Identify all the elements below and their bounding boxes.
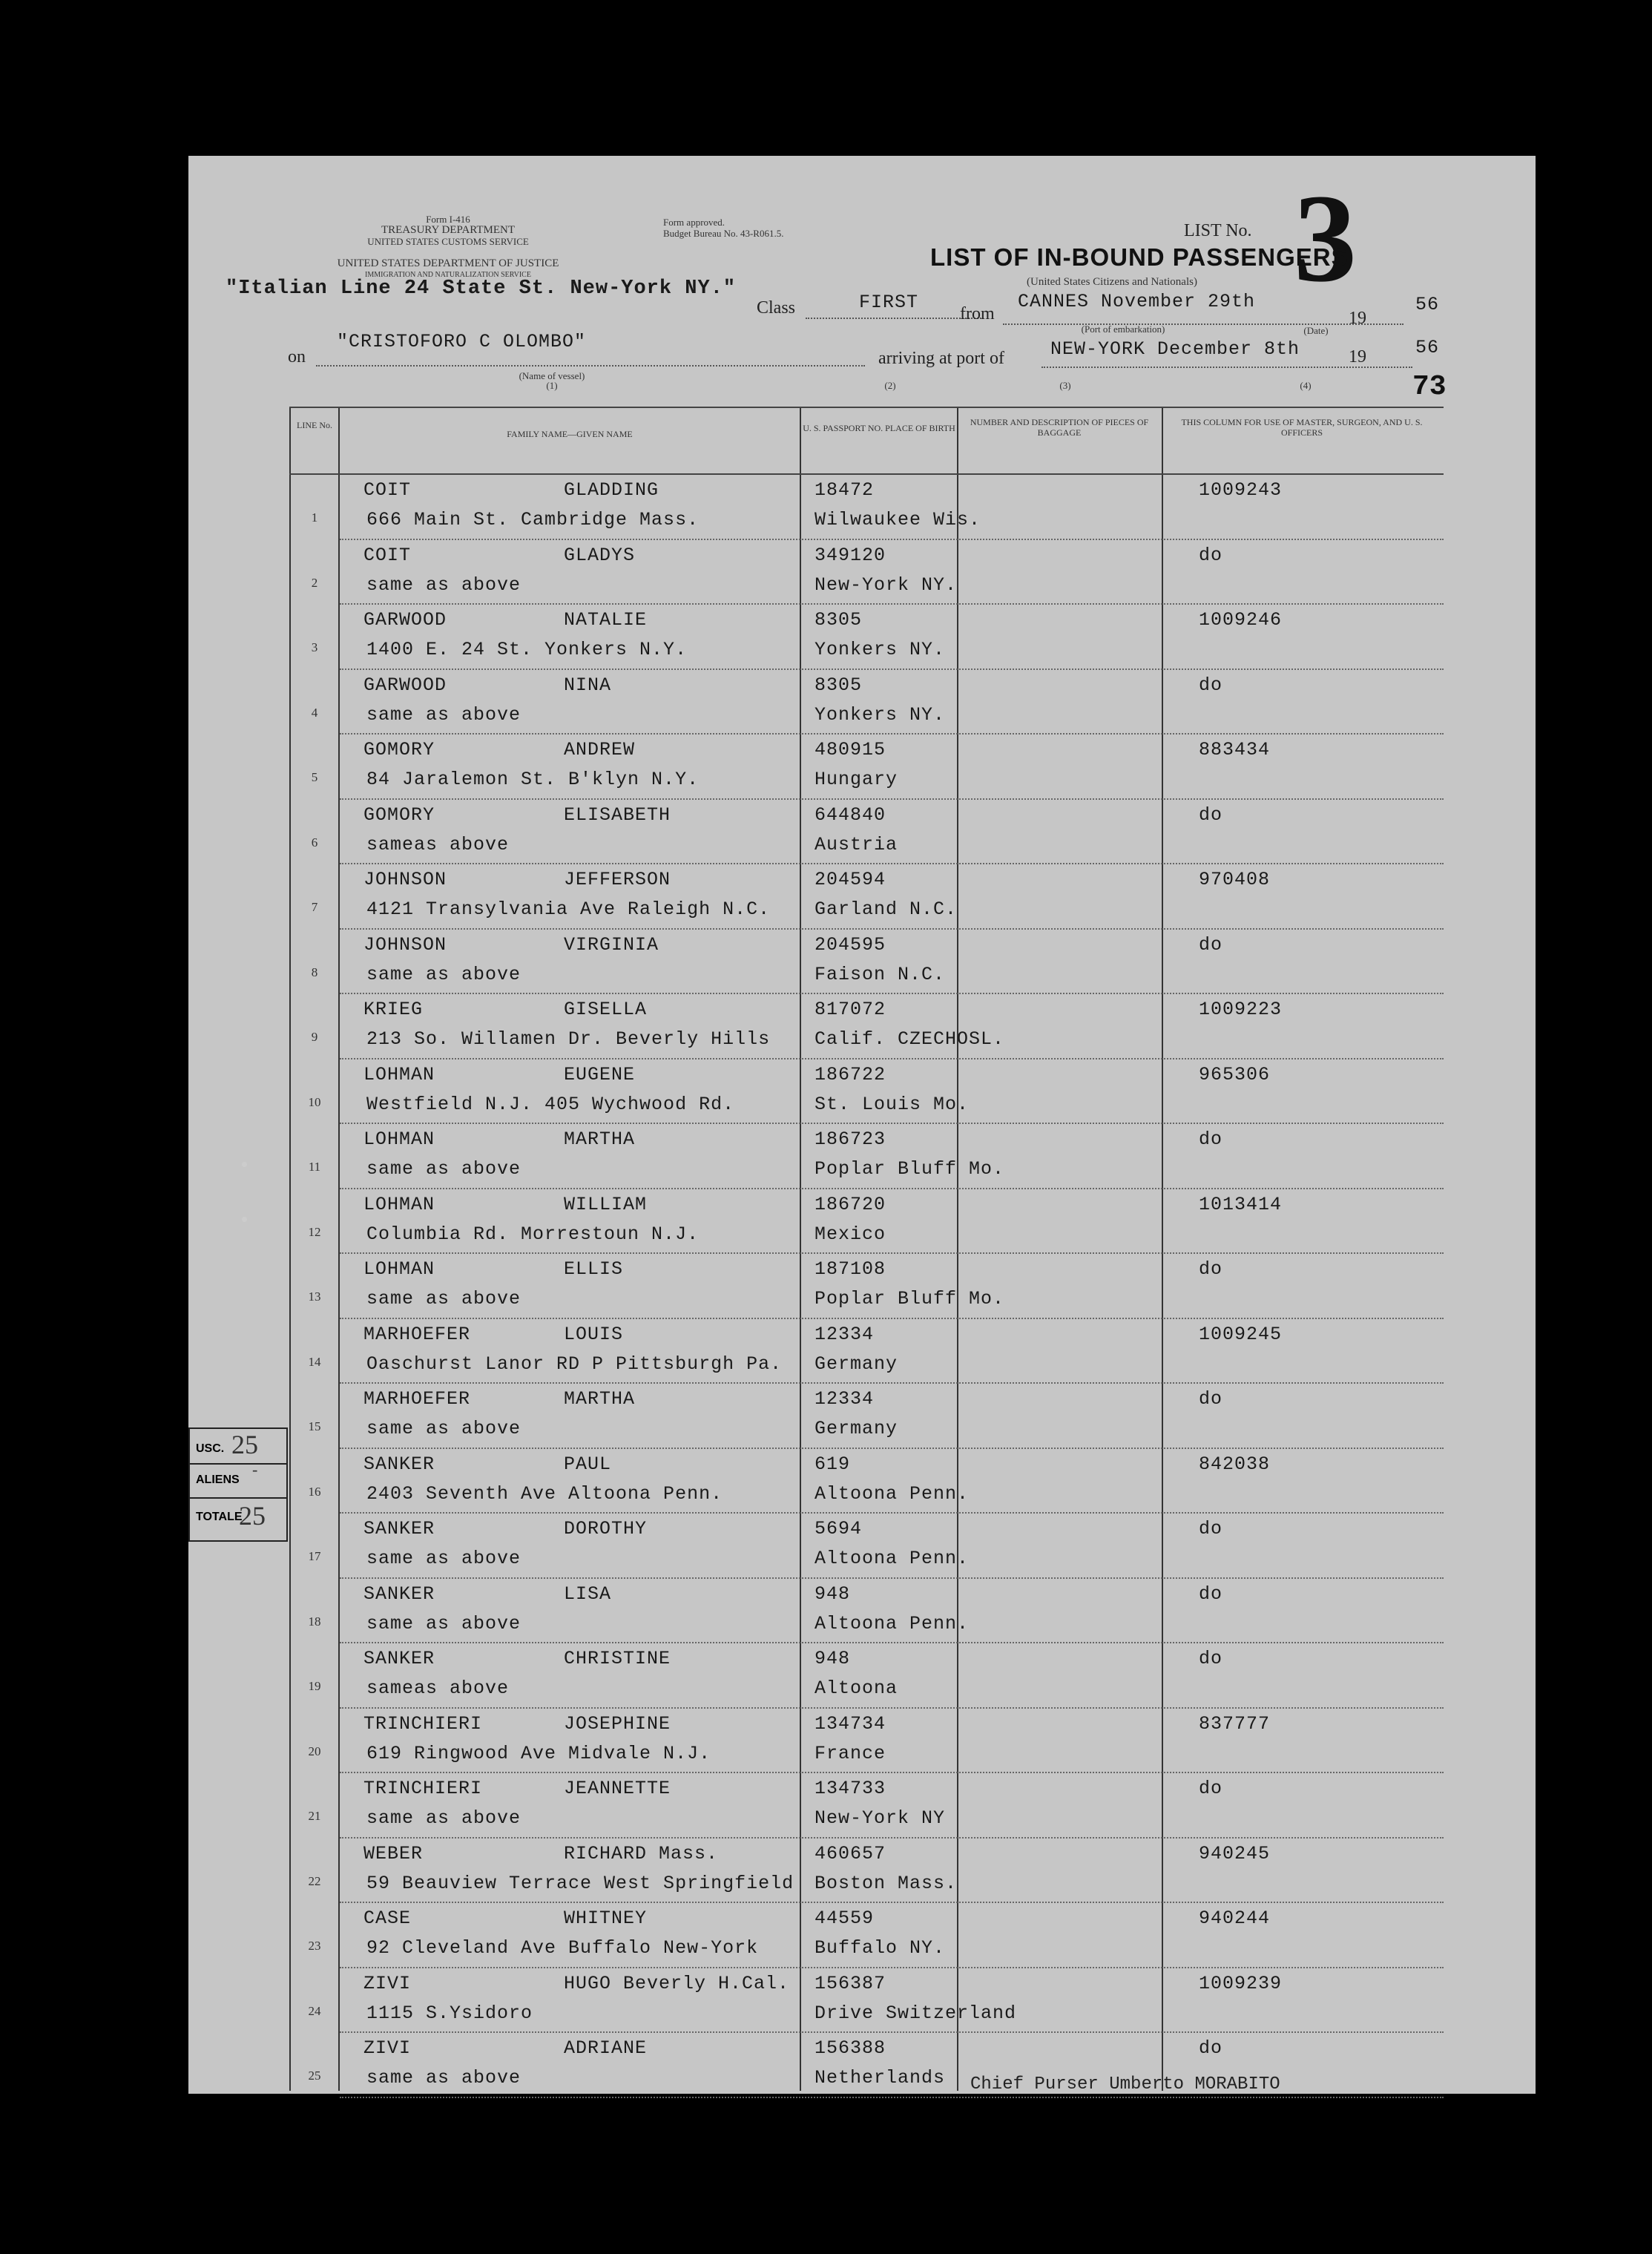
address: same as above [366,1807,521,1829]
form-id-block [337,214,559,247]
place-of-birth: France [815,1742,886,1764]
family-name: ZIVI [363,2037,412,2059]
family-name: SANKER [363,1583,435,1605]
passport-number: 44559 [815,1908,875,1929]
place-of-birth: Yonkers NY. [815,639,946,660]
address: Columbia Rd. Morrestoun N.J. [366,1223,700,1245]
year-1: 56 [1415,294,1440,315]
passport-number: 349120 [815,544,886,566]
family-name: JOHNSON [363,933,447,956]
address: 59 Beauview Terrace West Springfield [366,1872,794,1894]
place-of-birth: Poplar Bluff Mo. [815,1288,1005,1310]
place-of-birth: Yonkers NY. [815,703,946,726]
page-number: 73 [1412,371,1447,403]
family-name: SANKER [363,1518,435,1540]
shipping-line: "Italian Line 24 State St. New-York NY." [226,277,737,300]
family-name: COIT [363,479,412,501]
officer-note: do [1199,1648,1223,1669]
given-name: GLADYS [564,544,636,566]
doj-line: UNITED STATES DEPARTMENT OF JUSTICE [337,257,559,269]
line-number: 11 [308,1160,321,1174]
line-number: 19 [308,1679,321,1693]
place-of-birth: Altoona Penn. [815,1482,970,1505]
line-number: 23 [308,1939,321,1953]
ins-line: IMMIGRATION AND NATURALIZATION SERVICE [365,271,531,279]
line-number: 9 [311,1030,318,1044]
address: 213 So. Willamen Dr. Beverly Hills [366,1028,771,1050]
tally-box [188,1427,288,1542]
officer-note: do [1199,1778,1223,1799]
line-number: 14 [308,1354,321,1369]
given-name: ADRIANE [564,2037,648,2059]
family-name: TRINCHIERI [363,1712,483,1735]
family-name: CASE [363,1908,412,1929]
officer-note: 1009239 [1199,1972,1283,1994]
place-of-birth: Altoona [815,1678,898,1699]
given-name: LOUIS [564,1323,624,1345]
page-title: LIST OF IN-BOUND PASSENGERS [930,243,1349,271]
form-number: Form I-416 [426,214,470,225]
budget-bureau: Budget Bureau No. 43-R061.5. [663,228,784,239]
line-number: 2 [311,575,318,590]
given-name: ELISABETH [564,804,671,826]
line-number: 5 [311,770,318,784]
family-name: GOMORY [363,804,435,826]
vessel-name: "CRISTOFORO C OLOMBO" [337,331,587,352]
address: Oaschurst Lanor RD P Pittsburgh Pa. [366,1353,783,1375]
place-of-birth: Faison N.C. [815,963,946,985]
officer-note: 1013414 [1199,1193,1283,1215]
passport-number: 12334 [815,1323,875,1345]
passport-number: 8305 [815,674,863,696]
list-number: 3 [1294,168,1357,308]
passport-number: 134734 [815,1712,886,1735]
officer-note: do [1199,2037,1223,2059]
line-number: 7 [311,900,318,914]
officer-note: do [1199,804,1223,826]
address: same as above [366,574,521,596]
officer-note: 1009246 [1199,609,1283,631]
officer-note: do [1199,1388,1223,1410]
officer-note: do [1199,1518,1223,1540]
place-of-birth: Austria [815,833,898,855]
address: sameas above [366,833,510,855]
port-embark-caption: (Port of embarkation) [1081,323,1165,335]
address: 619 Ringwood Ave Midvale N.J. [366,1742,711,1764]
passport-number: 948 [815,1583,851,1605]
family-name: COIT [363,544,412,566]
officer-note: 1009243 [1199,479,1283,501]
family-name: LOHMAN [363,1128,435,1150]
given-name: ELLIS [564,1258,624,1280]
address: same as above [366,703,521,726]
family-name: MARHOEFER [363,1323,471,1345]
year-prefix-2: 19 [1349,347,1366,367]
officer-note: do [1199,933,1223,956]
passport-number: 619 [815,1453,851,1475]
caption-4: (4) [1300,380,1312,391]
place-of-birth: New-York NY [815,1807,946,1829]
line-number: 24 [308,2003,321,2018]
given-name: RICHARD Mass. [564,1842,719,1864]
place-of-birth: Poplar Bluff Mo. [815,1158,1005,1180]
line-number: 6 [311,835,318,850]
line-number: 21 [308,1809,321,1823]
line-number: 10 [308,1094,321,1109]
given-name: EUGENE [564,1063,636,1085]
totale-value: 25 [239,1501,266,1531]
address: 666 Main St. Cambridge Mass. [366,509,700,530]
given-name: MARTHA [564,1388,636,1410]
given-name: ANDREW [564,739,636,760]
line-number: 20 [308,1744,321,1758]
date-caption: (Date) [1303,325,1329,336]
officer-note: 940245 [1199,1842,1271,1864]
given-name: JEANNETTE [564,1778,671,1799]
family-name: GARWOOD [363,674,447,696]
aliens-label: ALIENS [196,1473,240,1486]
customs-service: UNITED STATES CUSTOMS SERVICE [367,236,529,247]
address: same as above [366,963,521,985]
class-value: FIRST [859,292,919,313]
officer-note: do [1199,1583,1223,1605]
given-name: CHRISTINE [564,1648,671,1669]
place-of-birth: Altoona Penn. [815,1548,970,1569]
family-name: SANKER [363,1453,435,1475]
family-name: MARHOEFER [363,1388,471,1410]
place-of-birth: St. Louis Mo. [815,1093,970,1115]
totale-label: TOTALE [196,1511,243,1523]
address: 1115 S.Ysidoro [366,2002,533,2024]
officer-note: 1009223 [1199,999,1283,1020]
family-name: SANKER [363,1648,435,1669]
usc-value: 25 [231,1430,258,1459]
family-name: LOHMAN [363,1193,435,1215]
given-name: PAUL [564,1453,612,1475]
address: 84 Jaralemon St. B'klyn N.Y. [366,769,700,790]
aliens-value: - [252,1460,258,1479]
line-number: 17 [308,1549,321,1563]
given-name: NATALIE [564,609,648,631]
passport-number: 156387 [815,1972,886,1994]
given-name: WHITNEY [564,1908,648,1929]
place-of-birth: New-York NY. [815,574,958,596]
passport-number: 817072 [815,999,886,1020]
col-baggage: NUMBER AND DESCRIPTION OF PIECES OF BAGGAGE [970,417,1149,438]
from-label: from [960,304,995,323]
family-name: JOHNSON [363,869,447,890]
line-number: 1 [311,510,318,525]
given-name: GLADDING [564,479,659,501]
passport-number: 186720 [815,1193,886,1215]
place-of-birth: Garland N.C. [815,898,958,920]
given-name: JOSEPHINE [564,1712,671,1735]
vessel-caption [500,371,604,390]
place-of-birth: Netherlands [815,2067,946,2089]
line-number: 25 [308,2069,321,2083]
treasury-department: TREASURY DEPARTMENT [381,224,516,236]
caption-3: (3) [1059,380,1071,391]
address: same as above [366,1288,521,1310]
list-no-label: LIST No. [1184,221,1252,240]
passport-number: 5694 [815,1518,863,1540]
place-of-birth: Germany [815,1353,898,1375]
given-name: DOROTHY [564,1518,648,1540]
line-number: 8 [311,965,318,979]
place-of-birth: Drive Switzerland [815,2002,1017,2024]
given-name: HUGO Beverly H.Cal. [564,1972,790,1994]
address: 2403 Seventh Ave Altoona Penn. [366,1482,723,1505]
given-name: NINA [564,674,612,696]
address: same as above [366,1158,521,1180]
caption-2: (2) [884,380,896,391]
address: 4121 Transylvania Ave Raleigh N.C. [366,898,771,920]
officer-note: 940244 [1199,1908,1271,1929]
officer-note: 1009245 [1199,1323,1283,1345]
line-number: 4 [311,705,318,720]
approval-block [663,217,783,239]
passport-number: 12334 [815,1388,875,1410]
address: same as above [366,1548,521,1569]
place-of-birth: Germany [815,1418,898,1439]
officer-note: do [1199,544,1223,566]
place-of-birth: Hungary [815,769,898,790]
passport-number: 460657 [815,1842,886,1864]
officer-note: do [1199,674,1223,696]
address: same as above [366,2067,521,2089]
passport-number: 18472 [815,479,875,501]
address: same as above [366,1418,521,1439]
passport-number: 644840 [815,804,886,826]
col-name: FAMILY NAME—GIVEN NAME [507,429,633,439]
officer-note: 842038 [1199,1453,1271,1475]
family-name: LOHMAN [363,1063,435,1085]
officer-note: do [1199,1258,1223,1280]
page-subtitle: (United States Citizens and Nationals) [1027,276,1197,288]
col-passport: U. S. PASSPORT NO. PLACE OF BIRTH [803,423,955,433]
place-of-birth: Mexico [815,1223,886,1245]
line-number: 15 [308,1419,321,1433]
officer-note: 883434 [1199,739,1271,760]
line-number: 3 [311,640,318,654]
vessel-caption-text: (Name of vessel) [519,370,585,381]
col-line-no: LINE No. [297,420,332,430]
given-name: MARTHA [564,1128,636,1150]
passport-number: 948 [815,1648,851,1669]
purser-signature: Chief Purser Umberto MORABITO [970,2074,1280,2094]
arriving-label: arriving at port of [878,349,1004,368]
officer-note: 965306 [1199,1063,1271,1085]
punch-hole [242,1217,247,1222]
family-name: GARWOOD [363,609,447,631]
address: 92 Cleveland Ave Buffalo New-York [366,1937,759,1959]
officer-note: 837777 [1199,1712,1271,1735]
passport-number: 480915 [815,739,886,760]
caption-1: (1) [546,380,558,391]
place-of-birth: Calif. CZECHOSL. [815,1028,1005,1050]
family-name: KRIEG [363,999,424,1020]
family-name: ZIVI [363,1972,412,1994]
family-name: LOHMAN [363,1258,435,1280]
line-number: 13 [308,1289,321,1304]
given-name: JEFFERSON [564,869,671,890]
class-label: Class [757,298,796,318]
year-2: 56 [1415,337,1440,358]
given-name: LISA [564,1583,612,1605]
family-name: WEBER [363,1842,424,1864]
passenger-table [289,407,1444,2091]
col-officers: THIS COLUMN FOR USE OF MASTER, SURGEON, AND U. S. OFFICERS [1181,417,1423,438]
family-name: TRINCHIERI [363,1778,483,1799]
from-value: CANNES November 29th [1018,291,1256,312]
passport-number: 186723 [815,1128,886,1150]
family-name: GOMORY [363,739,435,760]
passport-number: 156388 [815,2037,886,2059]
passport-number: 204594 [815,869,886,890]
officer-note: 970408 [1199,869,1271,890]
given-name: WILLIAM [564,1193,648,1215]
given-name: VIRGINIA [564,933,659,956]
line-number: 22 [308,1873,321,1888]
on-label: on [288,347,306,367]
place-of-birth: Wilwaukee Wis. [815,509,981,530]
passport-number: 8305 [815,609,863,631]
passport-number: 187108 [815,1258,886,1280]
line-number: 12 [308,1224,321,1239]
punch-hole [242,1162,247,1167]
address: Westfield N.J. 405 Wychwood Rd. [366,1093,735,1115]
passport-number: 204595 [815,933,886,956]
address: sameas above [366,1678,510,1699]
address: 1400 E. 24 St. Yonkers N.Y. [366,639,688,660]
passport-number: 186722 [815,1063,886,1085]
officer-note: do [1199,1128,1223,1150]
arriving-value: NEW-YORK December 8th [1050,338,1300,360]
year-prefix-1: 19 [1349,309,1366,328]
place-of-birth: Buffalo NY. [815,1937,946,1959]
line-number: 16 [308,1484,321,1499]
place-of-birth: Boston Mass. [815,1872,958,1894]
place-of-birth: Altoona Penn. [815,1612,970,1634]
line-number: 18 [308,1614,321,1629]
form-approved: Form approved. [663,217,725,228]
given-name: GISELLA [564,999,648,1020]
address: same as above [366,1612,521,1634]
usc-label: USC. [196,1442,225,1455]
passport-number: 134733 [815,1778,886,1799]
